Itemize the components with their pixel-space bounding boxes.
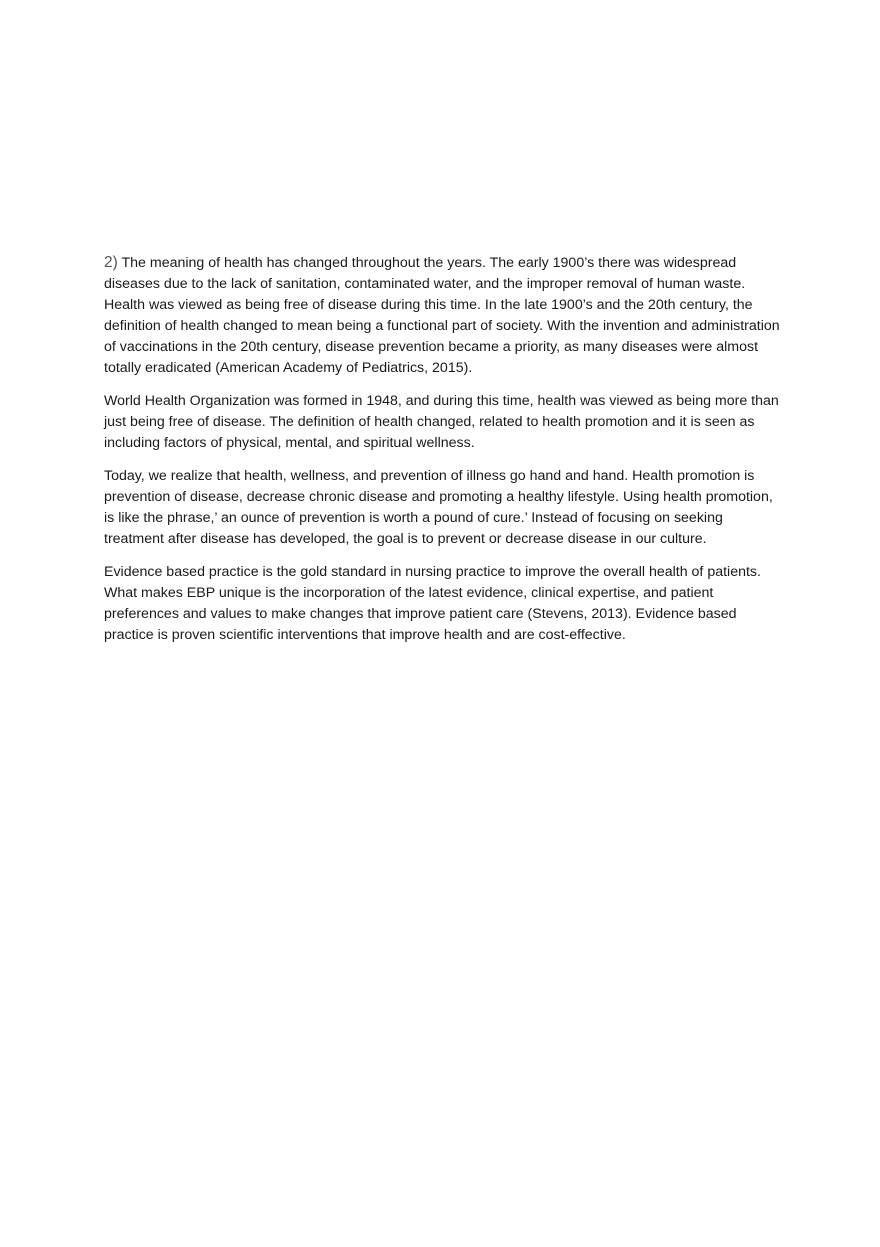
paragraph-1-text: The meaning of health has changed throughout the years. The early 1900’s there was widespread diseases due to the lack of sanitation, contaminated water, and the improper removal of human waste. Health was viewed as being free of disease during this time. In the late 1900’s and the 20th century, the definition of health changed to mean being a functional part of society. With the invention and administration of vaccinations in the 20th century, disease prevention became a priority, as many diseases were almost totally eradicated (American Academy of Pediatrics, 2015). — [104, 255, 780, 376]
paragraph-1 — [104, 252, 780, 379]
document-body — [104, 252, 780, 658]
paragraph-2: World Health Organization was formed in 1948, and during this time, health was viewed as being more than just being free of disease. The definition of health changed, related to health promotion and it is seen as including factors of physical, mental, and spiritual wellness. — [104, 393, 779, 451]
paragraph-4: Evidence based practice is the gold standard in nursing practice to improve the overall health of patients. What makes EBP unique is the incorporation of the latest evidence, clinical expertise, and patient preferences and values to make changes that improve patient care (Stevens, 2013). Evidence based practice is proven scientific interventions that improve health and are cost-effective. — [104, 564, 761, 643]
item-number: 2) — [104, 254, 118, 271]
paragraph-3: Today, we realize that health, wellness, and prevention of illness go hand and hand. Health promotion is prevention of disease, decrease chronic disease and promoting a healthy lifestyle. Using health promotion, is like the phrase,’ an ounce of prevention is worth a pound of cure.’ Instead of focusing on seeking treatment after disease has developed, the goal is to prevent or decrease disease in our culture. — [104, 468, 773, 547]
